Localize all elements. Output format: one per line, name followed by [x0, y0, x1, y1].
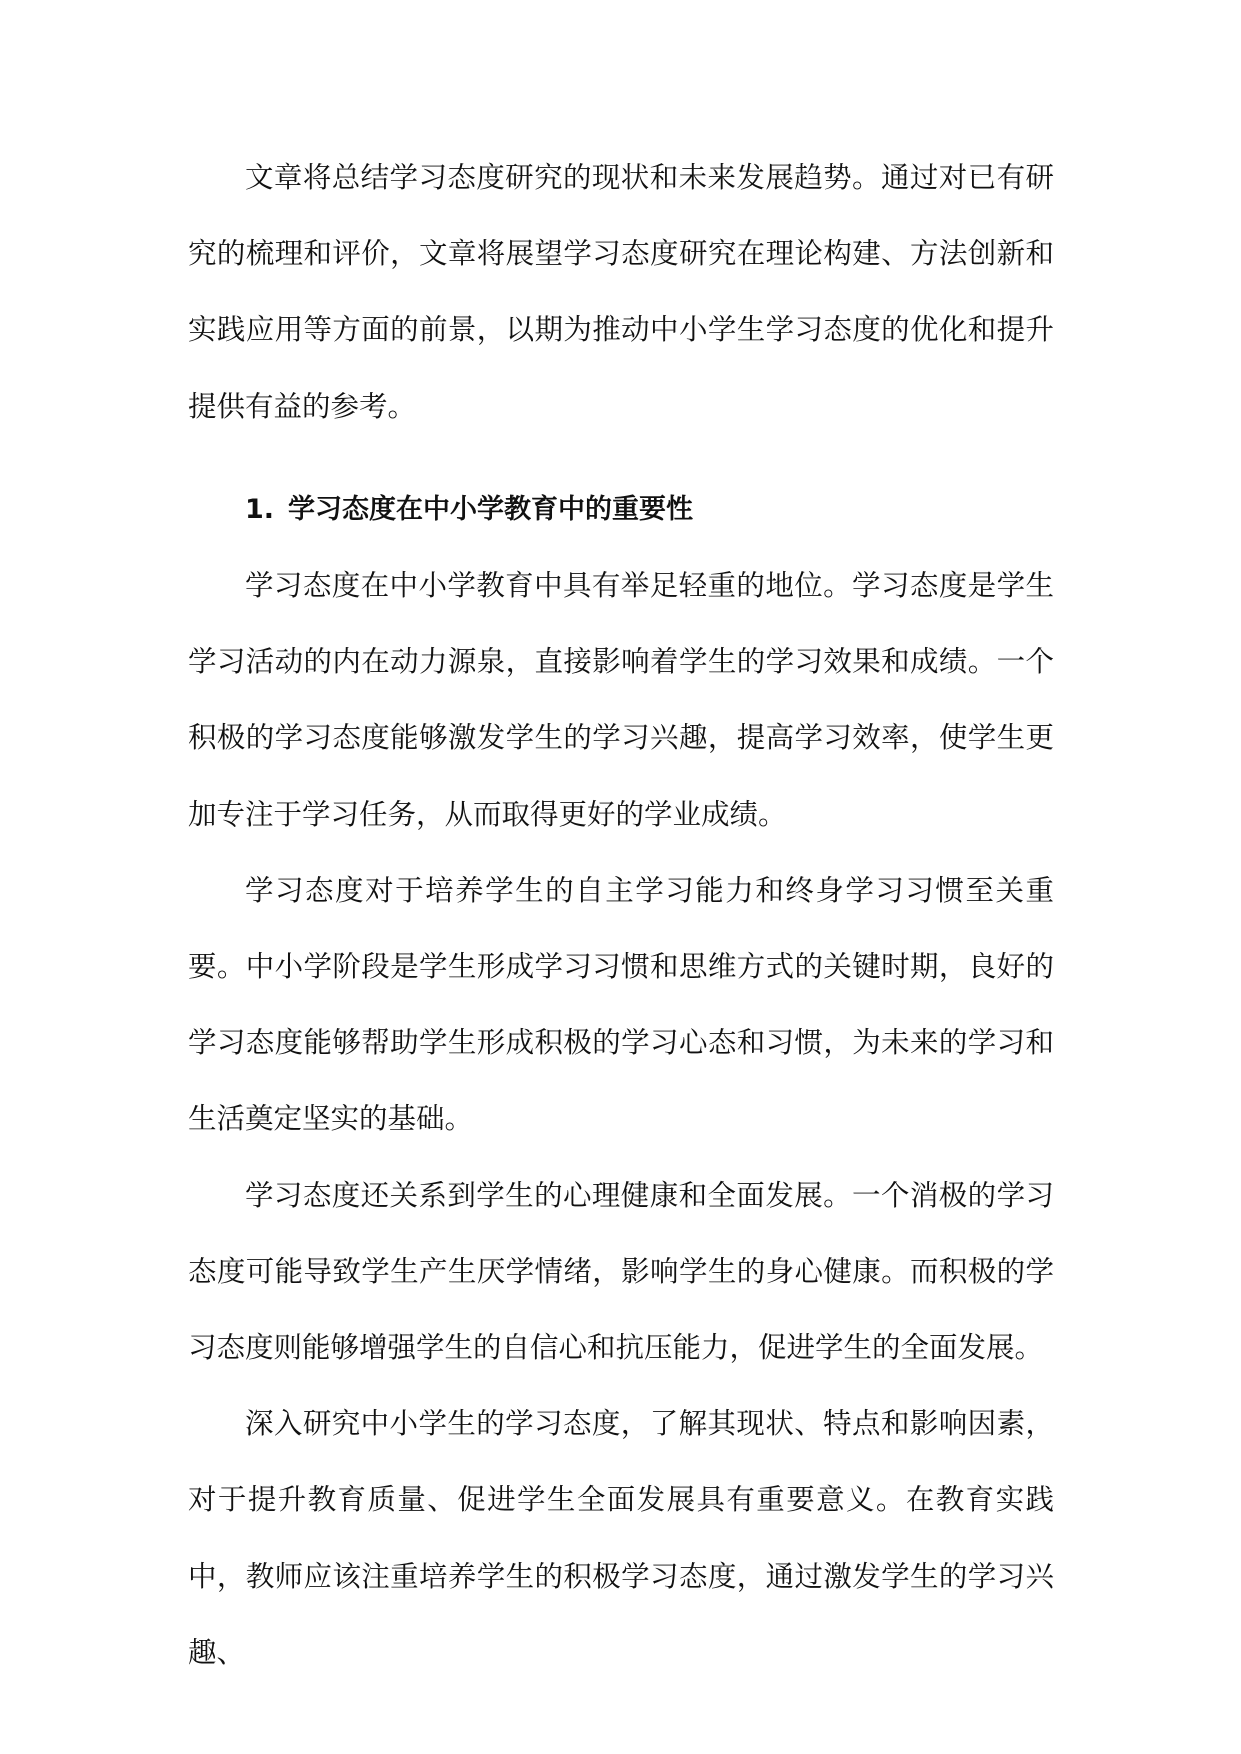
body-paragraph-2: 学习态度对于培养学生的自主学习能力和终身学习习惯至关重要。中小学阶段是学生形成学习习惯和思维方式的关键时期，良好的学习态度能够帮助学生形成积极的学习心态和习惯，为未来的学习和生活奠定坚实的基础。 [188, 873, 1054, 1136]
intro-paragraph: 文章将总结学习态度研究的现状和未来发展趋势。通过对已有研究的梳理和评价，文章将展望学习态度研究在理论构建、方法创新和实践应用等方面的前景，以期为推动中小学生学习态度的优化和提升提供有益的参考。 [188, 161, 1054, 423]
section-heading [188, 472, 1054, 548]
document-body [188, 140, 1054, 1691]
section-title: 学习态度在中小学教育中的重要性 [288, 493, 694, 525]
body-paragraph-1: 学习态度在中小学教育中具有举足轻重的地位。学习态度是学生学习活动的内在动力源泉，直接影响着学生的学习效果和成绩。一个积极的学习态度能够激发学生的学习兴趣，提高学习效率，使学生更加专注于学习任务，从而取得更好的学业成绩。 [188, 569, 1054, 831]
section-number: 1. [245, 493, 275, 525]
body-paragraph-4: 深入研究中小学生的学习态度，了解其现状、特点和影响因素，对于提升教育质量、促进学生全面发展具有重要意义。在教育实践中，教师应该注重培养学生的积极学习态度，通过激发学生的学习兴趣、 [188, 1407, 1054, 1669]
body-paragraph-3: 学习态度还关系到学生的心理健康和全面发展。一个消极的学习态度可能导致学生产生厌学情绪，影响学生的身心健康。而积极的学习态度则能够增强学生的自信心和抗压能力，促进学生的全面发展。 [188, 1178, 1054, 1365]
